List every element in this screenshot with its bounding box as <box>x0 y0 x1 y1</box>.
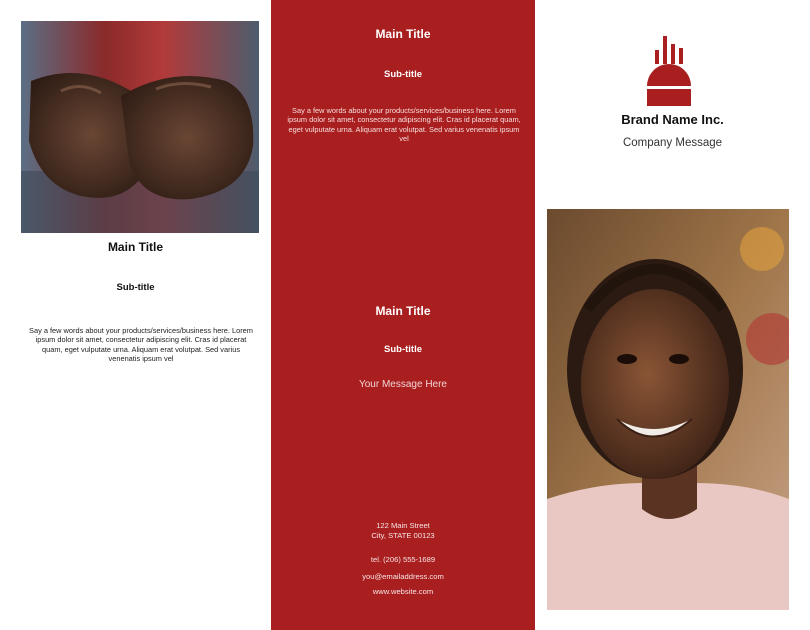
left-body-text: Say a few words about your products/services/business here. Lorem ipsum dolor sit amet, consectetur adipiscing elit. Cras id placerat quam, eget vulputate urna. Aliquam erat volutpat. Sed varius venenatis ipsum vel <box>29 326 253 364</box>
middle-main-title-top: Main Title <box>375 27 431 41</box>
middle-subtitle-bottom: Sub-title <box>384 344 422 355</box>
address-line-1: 122 Main Street <box>376 521 430 530</box>
brand-name: Brand Name Inc. <box>621 112 724 127</box>
left-panel <box>0 0 271 630</box>
middle-main-title-bottom: Main Title <box>375 304 431 318</box>
middle-subtitle-top: Sub-title <box>384 69 422 80</box>
hands-photo <box>21 21 259 233</box>
middle-panel <box>271 0 535 630</box>
company-message: Company Message <box>622 137 723 149</box>
message-text: Your Message Here <box>358 379 447 390</box>
right-panel <box>535 0 810 630</box>
child-photo <box>547 209 789 610</box>
left-main-title: Main Title <box>107 240 164 254</box>
phone-text: tel. (206) 555-1689 <box>370 555 436 564</box>
website-text: www.website.com <box>372 587 434 596</box>
sunrise-logo-icon <box>641 34 697 110</box>
address-line-2: City, STATE 00123 <box>371 531 435 540</box>
left-subtitle: Sub-title <box>116 282 155 293</box>
email-text: you@emailaddress.com <box>362 572 444 581</box>
middle-body-text: Say a few words about your products/services/business here. Lorem ipsum dolor sit amet, consectetur adipiscing elit. Cras id placerat quam, eget vulputate urna. Aliquam erat volutpat. Sed varius venenatis ipsum vel <box>287 106 521 144</box>
